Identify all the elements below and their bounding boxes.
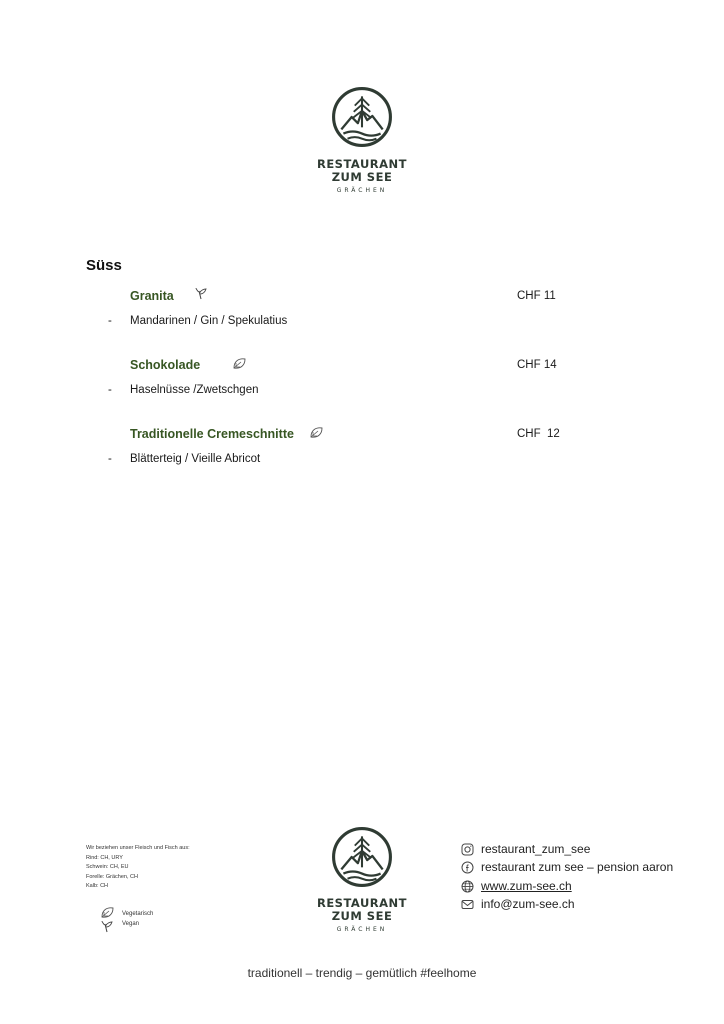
vegetarian-leaf-icon bbox=[233, 357, 246, 370]
restaurant-logo bbox=[302, 86, 422, 194]
origin-line: Forelle: Grächen, CH bbox=[86, 873, 138, 880]
facebook-page: restaurant zum see – pension aaron bbox=[481, 860, 674, 874]
menu-item-dash: - bbox=[108, 384, 112, 396]
vegetarian-leaf-icon bbox=[101, 906, 114, 919]
instagram-handle: restaurant_zum_see bbox=[481, 842, 591, 856]
website-link[interactable]: www.zum-see.ch bbox=[481, 879, 572, 893]
menu-item-description: Mandarinen / Gin / Spekulatius bbox=[130, 315, 288, 327]
globe-icon bbox=[461, 880, 474, 893]
logo-line-restaurant: RESTAURANT bbox=[316, 896, 408, 910]
menu-item-description: Haselnüsse /Zwetschgen bbox=[130, 384, 259, 396]
contact-email[interactable] bbox=[461, 896, 575, 912]
menu-item-description: Blätterteig / Vieille Abricot bbox=[130, 453, 261, 465]
facebook-icon bbox=[461, 861, 474, 874]
tagline: traditionell – trendig – gemütlich #feelhome bbox=[247, 966, 477, 980]
vegetarian-leaf-icon bbox=[310, 426, 323, 439]
legend-vegetarian-label: Vegetarisch bbox=[122, 911, 154, 917]
logo-line-graechen: GRÄCHEN bbox=[336, 187, 388, 194]
instagram-icon bbox=[461, 843, 474, 856]
mountain-tree-lake-logo-icon bbox=[331, 826, 393, 888]
origin-line: Rind: CH, URY bbox=[86, 854, 123, 861]
menu-item-name: Schokolade bbox=[130, 358, 201, 372]
menu-item-price: CHF 12 bbox=[517, 428, 560, 440]
contact-website[interactable] bbox=[461, 878, 572, 894]
menu-item-price: CHF 11 bbox=[517, 290, 556, 302]
contact-facebook[interactable] bbox=[461, 859, 673, 875]
logo-line-graechen: GRÄCHEN bbox=[336, 926, 388, 933]
meat-origin-info bbox=[86, 844, 190, 892]
menu-item-price: CHF 14 bbox=[517, 359, 557, 371]
section-title: Süss bbox=[86, 257, 122, 274]
logo-line-restaurant: RESTAURANT bbox=[316, 157, 408, 171]
origin-line: Wir beziehen unser Fleisch und Fisch aus: bbox=[86, 845, 190, 851]
mail-icon bbox=[461, 898, 474, 911]
menu-item-dash: - bbox=[108, 453, 112, 465]
vegan-sprout-icon bbox=[195, 287, 207, 300]
logo-line-zum-see: ZUM SEE bbox=[331, 170, 393, 184]
menu-item-name: Traditionelle Cremeschnitte bbox=[130, 427, 294, 441]
origin-line: Schwein: CH, EU bbox=[86, 864, 129, 870]
legend-vegan-label: Vegan bbox=[122, 921, 140, 927]
restaurant-logo-footer bbox=[302, 826, 422, 933]
contact-instagram[interactable] bbox=[461, 841, 590, 857]
email-address: info@zum-see.ch bbox=[481, 897, 575, 911]
menu-item-dash: - bbox=[108, 315, 112, 327]
logo-line-zum-see: ZUM SEE bbox=[331, 909, 393, 923]
mountain-tree-lake-logo-icon bbox=[331, 86, 393, 148]
vegan-sprout-icon bbox=[101, 920, 113, 933]
menu-item-name: Granita bbox=[130, 289, 174, 303]
origin-line: Kalb: CH bbox=[86, 883, 109, 889]
